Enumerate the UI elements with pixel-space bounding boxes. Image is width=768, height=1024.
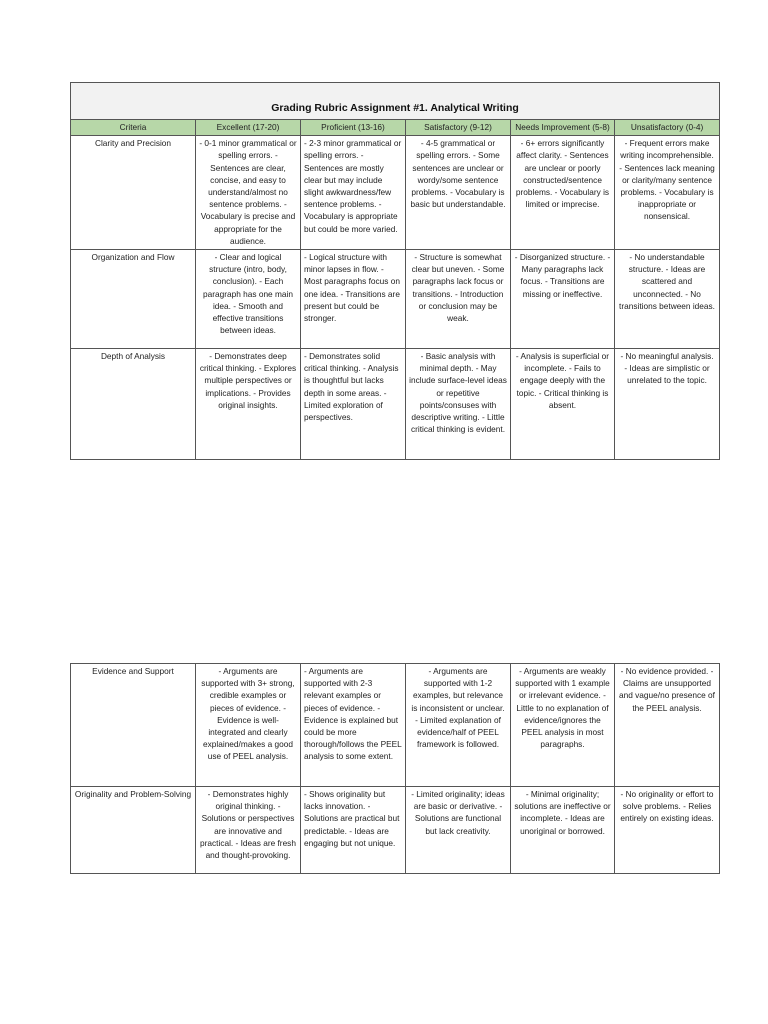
criteria-cell: Organization and Flow (71, 250, 196, 349)
satisfactory-cell: - Basic analysis with minimal depth. - May include surface-level ideas or repetitive points/consuses with descriptive writing. - Little critical thinking is evident. (406, 349, 511, 460)
header-unsatisfactory: Unsatisfactory (0-4) (615, 120, 720, 136)
criteria-cell: Clarity and Precision (71, 136, 196, 250)
header-needs-improvement: Needs Improvement (5-8) (511, 120, 615, 136)
rubric-table-top (70, 82, 720, 460)
table-row (71, 136, 720, 250)
excellent-cell: - Demonstrates highly original thinking. - Solutions or perspectives are innovative and practical. - Ideas are fresh and thought-provoking. (196, 787, 301, 874)
unsatisfactory-cell: - No originality or effort to solve problems. - Relies entirely on existing ideas. (615, 787, 720, 874)
excellent-cell: - Clear and logical structure (intro, body, conclusion). - Each paragraph has one main idea. - Smooth and effective transitions between ideas. (196, 250, 301, 349)
proficient-cell: - 2-3 minor grammatical or spelling errors. - Sentences are mostly clear but may include slight awkwardness/few sentence problems. - Vocabulary is appropriate but could be more varied. (301, 136, 406, 250)
header-criteria: Criteria (71, 120, 196, 136)
header-proficient: Proficient (13-16) (301, 120, 406, 136)
needs-improvement-cell: - Minimal originality; solutions are ineffective or incomplete. - Ideas are unoriginal or borrowed. (511, 787, 615, 874)
rubric-table-bottom (70, 663, 720, 874)
proficient-cell: - Logical structure with minor lapses in flow. - Most paragraphs focus on one idea. - Transitions are present but could be stronger. (301, 250, 406, 349)
rubric-title: Grading Rubric Assignment #1. Analytical Writing (71, 83, 720, 120)
criteria-cell: Depth of Analysis (71, 349, 196, 460)
satisfactory-cell: - Structure is somewhat clear but uneven. - Some paragraphs lack focus or transitions. - Introduction or conclusion may be weak. (406, 250, 511, 349)
criteria-cell: Evidence and Support (71, 664, 196, 787)
table-row (71, 349, 720, 460)
excellent-cell: - 0-1 minor grammatical or spelling errors. - Sentences are clear, concise, and easy to understand/almost no sentence problems. - Vocabulary is precise and appropriate for the audience. (196, 136, 301, 250)
table-row (71, 664, 720, 787)
criteria-cell: Originality and Problem-Solving (71, 787, 196, 874)
proficient-cell: - Shows originality but lacks innovation. - Solutions are practical but predictable. - Ideas are engaging but not unique. (301, 787, 406, 874)
proficient-cell: - Demonstrates solid critical thinking. - Analysis is thoughtful but lacks depth in some areas. - Limited exploration of perspectives. (301, 349, 406, 460)
satisfactory-cell: - 4-5 grammatical or spelling errors. - Some sentences are unclear or wordy/some sentence problems. - Vocabulary is basic but understandable. (406, 136, 511, 250)
table-row (71, 787, 720, 874)
needs-improvement-cell: - Arguments are weakly supported with 1 example or irrelevant evidence. - Little to no explanation of evidence/ignores the PEEL analysis in most paragraphs. (511, 664, 615, 787)
unsatisfactory-cell: - No understandable structure. - Ideas are scattered and unconnected. - No transitions between ideas. (615, 250, 720, 349)
needs-improvement-cell: - Disorganized structure. - Many paragraphs lack focus. - Transitions are missing or ineffective. (511, 250, 615, 349)
unsatisfactory-cell: - No meaningful analysis. - Ideas are simplistic or unrelated to the topic. (615, 349, 720, 460)
header-row (71, 120, 720, 136)
table-row (71, 250, 720, 349)
excellent-cell: - Demonstrates deep critical thinking. - Explores multiple perspectives or implications. - Provides original insights. (196, 349, 301, 460)
needs-improvement-cell: - 6+ errors significantly affect clarity. - Sentences are unclear or poorly constructed/sentence problems. - Vocabulary is limited or imprecise. (511, 136, 615, 250)
needs-improvement-cell: - Analysis is superficial or incomplete. - Fails to engage deeply with the topic. - Critical thinking is absent. (511, 349, 615, 460)
header-satisfactory: Satisfactory (9-12) (406, 120, 511, 136)
satisfactory-cell: - Arguments are supported with 1-2 examples, but relevance is inconsistent or unclear. - Limited explanation of evidence/half of PEEL framework is followed. (406, 664, 511, 787)
unsatisfactory-cell: - No evidence provided. - Claims are unsupported and vague/no presence of the PEEL analysis. (615, 664, 720, 787)
header-excellent: Excellent (17-20) (196, 120, 301, 136)
proficient-cell: - Arguments are supported with 2-3 relevant examples or pieces of evidence. - Evidence is explained but could be more thorough/follows the PEEL analysis to some extent. (301, 664, 406, 787)
satisfactory-cell: - Limited originality; ideas are basic or derivative. - Solutions are functional but lack creativity. (406, 787, 511, 874)
excellent-cell: - Arguments are supported with 3+ strong, credible examples or pieces of evidence. - Evidence is well-integrated and clearly explained/makes a good use of PEEL analysis. (196, 664, 301, 787)
unsatisfactory-cell: - Frequent errors make writing incomprehensible. - Sentences lack meaning or clarity/many sentence problems. - Vocabulary is inappropriate or nonsensical. (615, 136, 720, 250)
